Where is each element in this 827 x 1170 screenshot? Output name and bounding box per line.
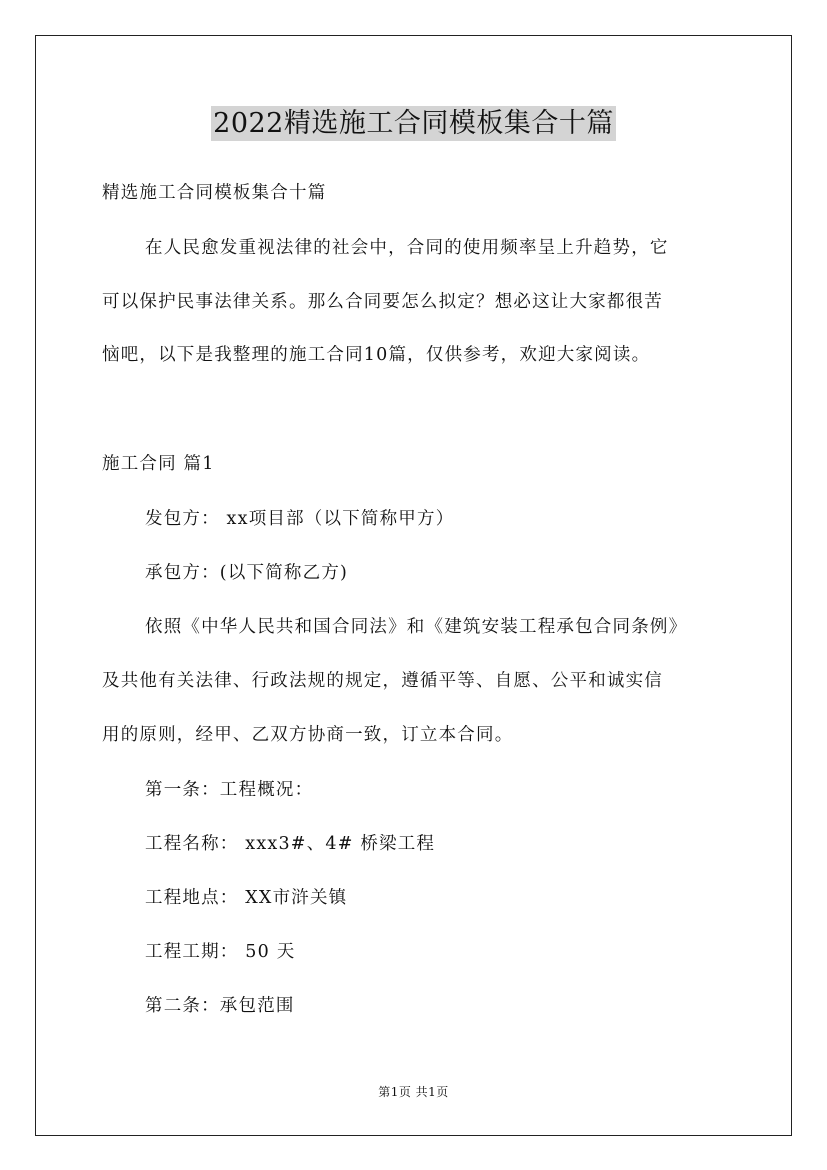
intro-line-1: 在人民愈发重视法律的社会中，合同的使用频率呈上升趋势，它 (145, 238, 669, 258)
page-number-footer: 第1页 共1页 (378, 1085, 449, 1099)
contract-line-2: 承包方：(以下简称乙方) (145, 563, 349, 583)
contract-line-6: 第一条：工程概况： (145, 780, 314, 800)
contract-line-5: 用的原则，经甲、乙双方协商一致，订立本合同。 (102, 725, 514, 745)
contract-line-9: 工程工期： 50 天 (145, 942, 296, 962)
document-title (0, 101, 827, 144)
contract-line-1: 发包方： xx项目部（以下简称甲方） (145, 509, 455, 529)
contract-line-7: 工程名称： xxx3#、4# 桥梁工程 (145, 834, 436, 854)
document-subtitle: 精选施工合同模板集合十篇 (102, 183, 327, 203)
intro-line-2: 可以保护民事法律关系。那么合同要怎么拟定？想必这让大家都很苦 (102, 292, 663, 312)
contract-line-4: 及共他有关法律、行政法规的规定，遵循平等、自愿、公平和诚实信 (102, 671, 663, 691)
contract-line-3: 依照《中华人民共和国合同法》和《建筑安装工程承包合同条例》 (145, 617, 688, 637)
contract-line-10: 第二条：承包范围 (145, 996, 295, 1016)
document-title-text: 2022精选施工合同模板集合十篇 (213, 108, 614, 139)
section-heading: 施工合同 篇1 (102, 454, 215, 474)
contract-line-8: 工程地点： XX市浒关镇 (145, 888, 348, 908)
intro-line-3: 恼吧，以下是我整理的施工合同10篇，仅供参考，欢迎大家阅读。 (102, 345, 651, 365)
